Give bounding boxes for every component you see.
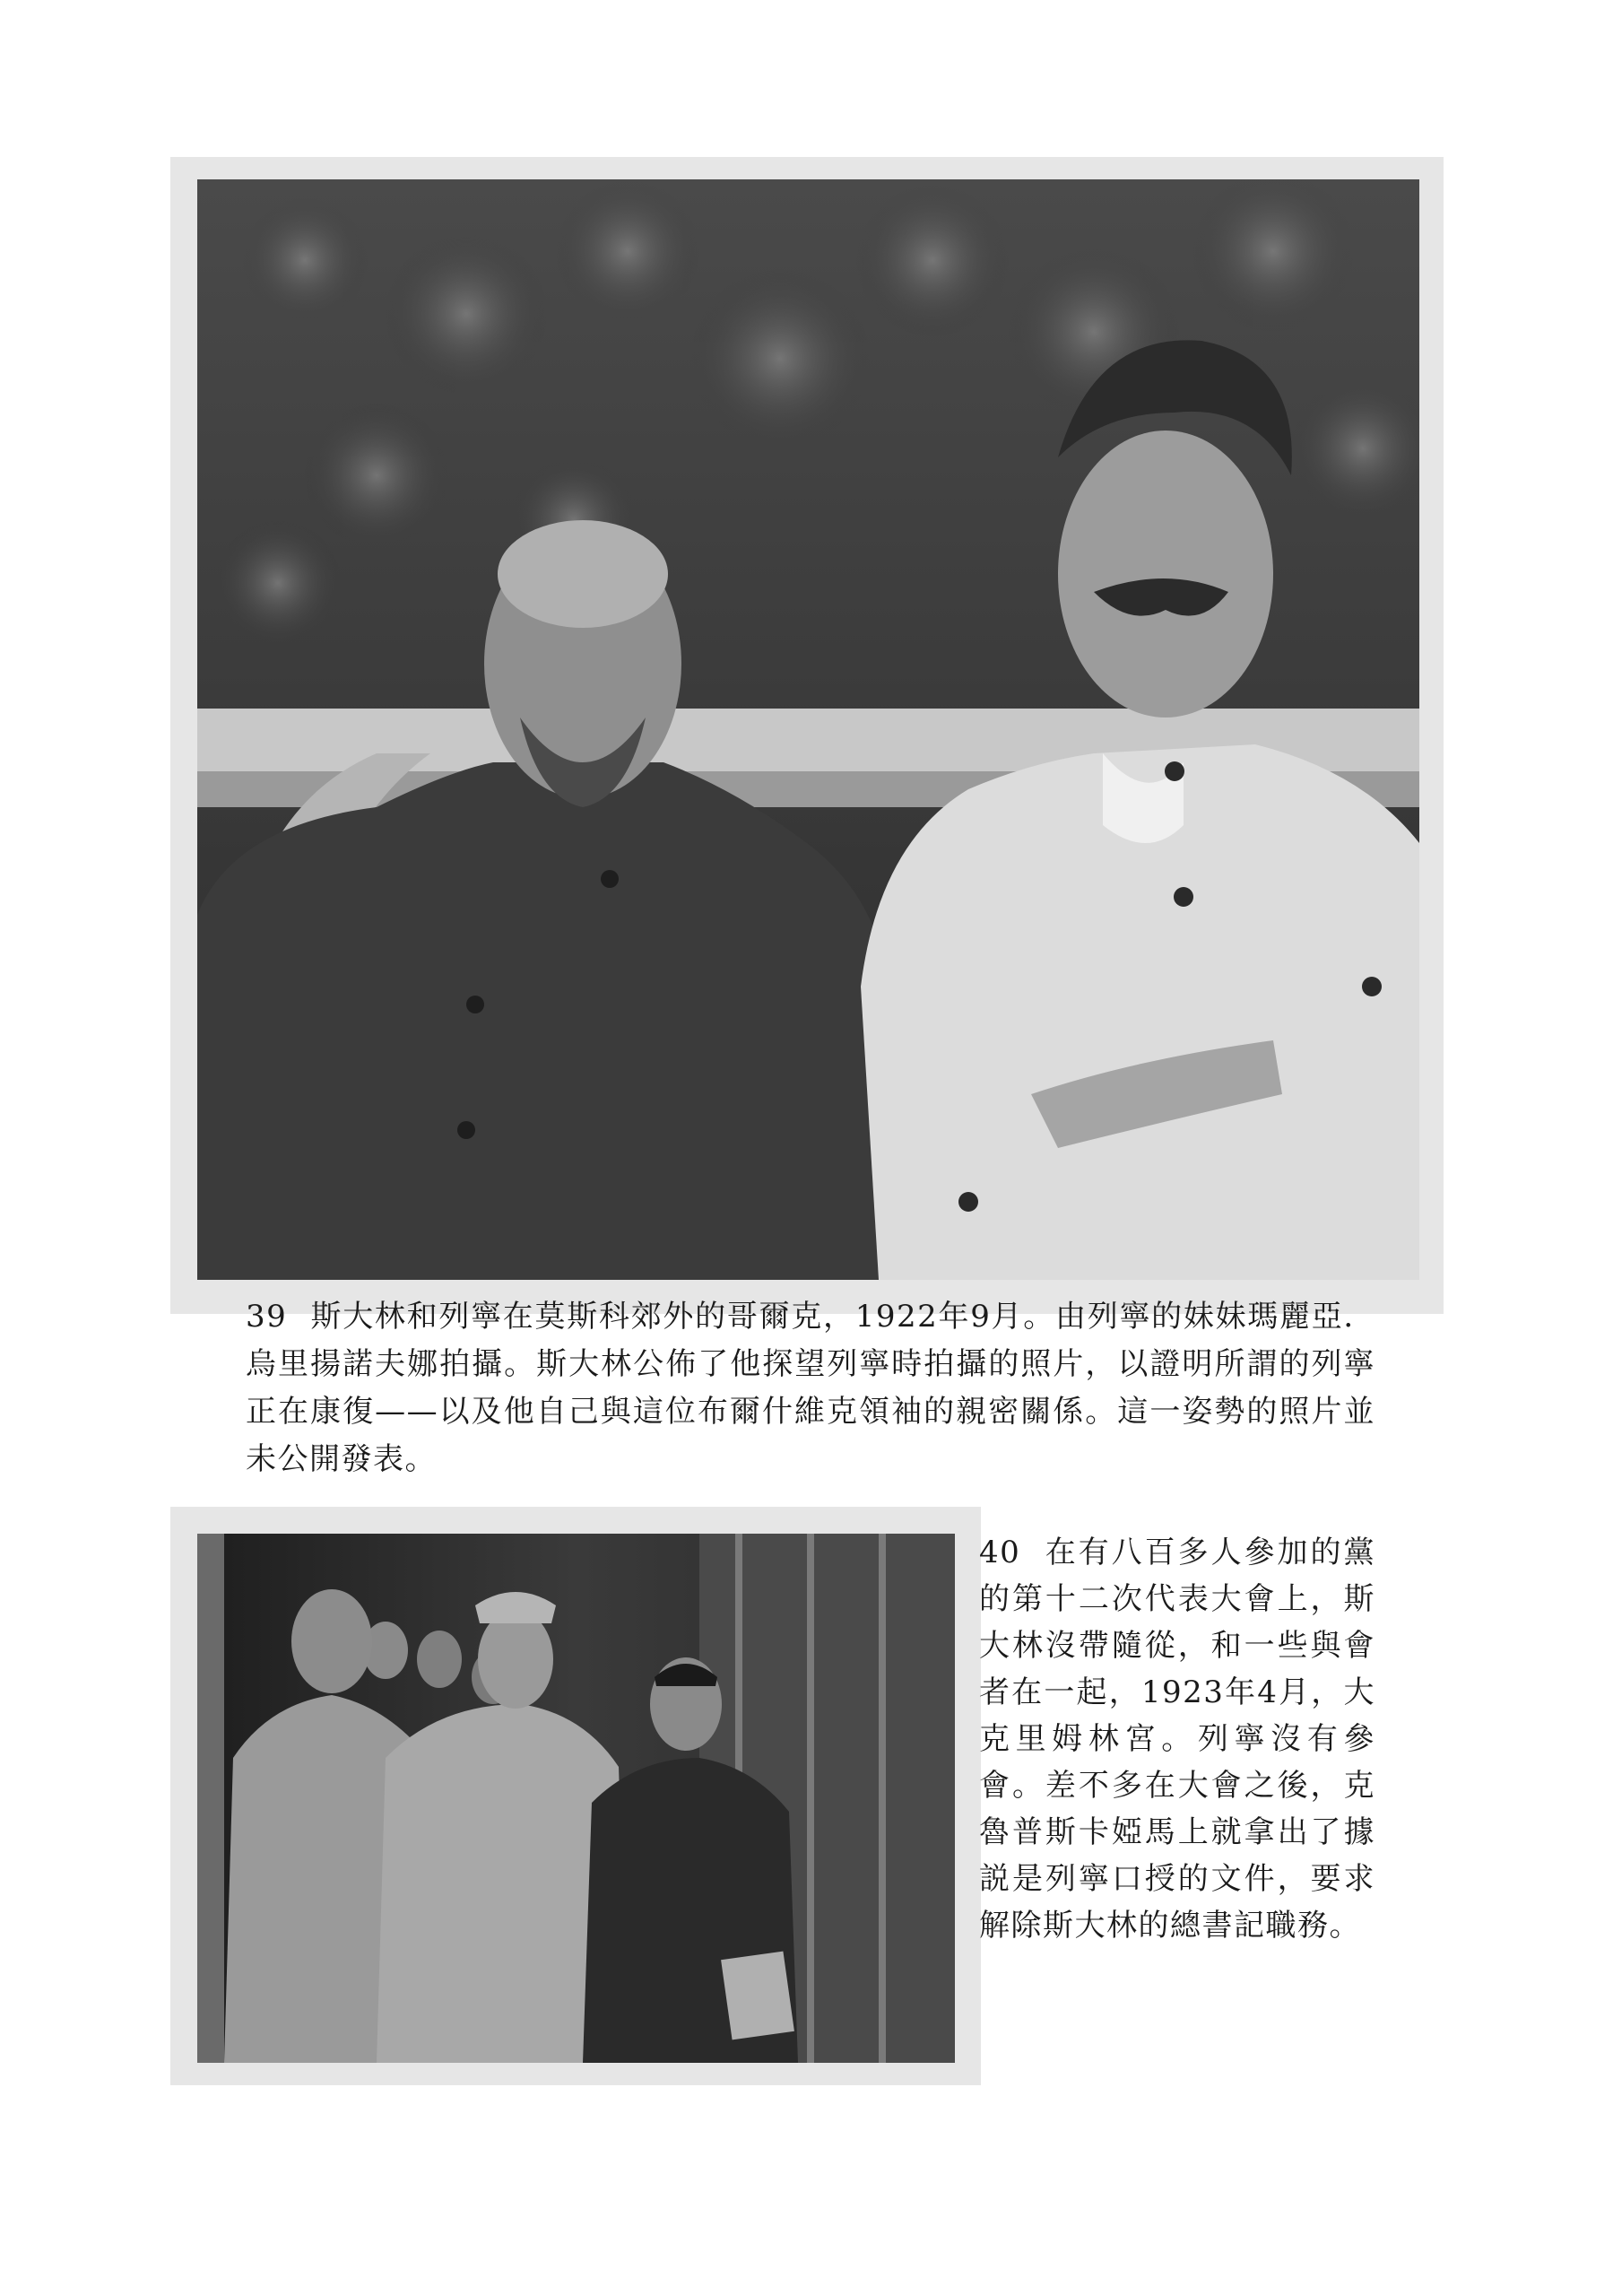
figure-39-caption-text: 斯大林和列寧在莫斯科郊外的哥爾克，1922年9月。由列寧的妹妹瑪麗亞．烏里揚諾夫娜拍攝。斯大林公佈了他探望列寧時拍攝的照片，以證明所謂的列寧正在康復——以及他自己與這位布爾什維克領袖的親密關係。這一姿勢的照片並未公開發表。 xyxy=(246,1299,1375,1477)
photo-frame-39 xyxy=(170,157,1444,1314)
figure-39-number: 39 xyxy=(246,1299,288,1335)
figure-40-caption xyxy=(979,1529,1375,1949)
figure-40-number: 40 xyxy=(979,1535,1021,1570)
photo-frame-40 xyxy=(170,1507,981,2085)
photo-stalin-party-congress xyxy=(197,1534,955,2063)
photo-stalin-lenin-gorki xyxy=(197,179,1419,1280)
figure-40-caption-text: 在有八百多人參加的黨的第十二次代表大會上，斯大林沒帶隨從，和一些與會者在一起，1923年4月，大克里姆林宮。列寧沒有參會。差不多在大會之後，克魯普斯卡婭馬上就拿出了據説是列寧口授的文件，要求解除斯大林的總書記職務。 xyxy=(979,1535,1375,1944)
figure-39-caption xyxy=(246,1293,1375,1483)
